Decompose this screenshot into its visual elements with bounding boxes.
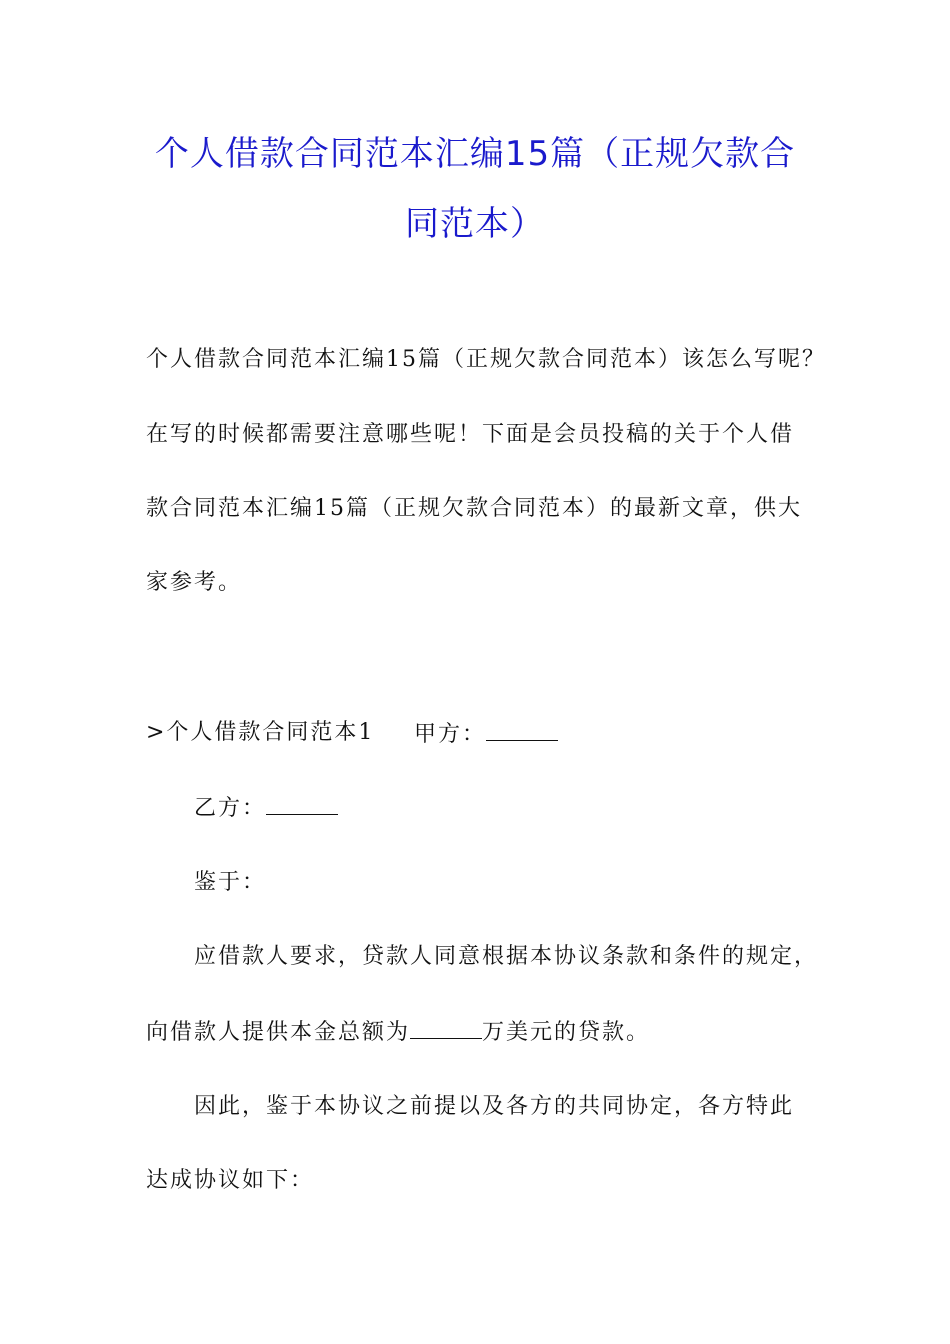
- document-title-line-2: 同范本）: [405, 204, 545, 244]
- intro-line-4: 家参考。: [146, 570, 243, 595]
- clause1-line-2: [146, 1016, 650, 1048]
- party-b-line: [194, 792, 338, 824]
- clause2-line-1: 因此，鉴于本协议之前提以及各方的共同协定，各方特此: [194, 1094, 795, 1119]
- contract-heading: >个人借款合同范本1: [146, 720, 375, 745]
- clause1-line-2-start: 向借款人提供本金总额为: [146, 1020, 411, 1045]
- party-a-label: 甲方：: [414, 722, 487, 747]
- clause2-line-2: 达成协议如下：: [146, 1168, 315, 1193]
- party-a-line: [414, 718, 558, 750]
- intro-line-2: 在写的时候都需要注意哪些呢！下面是会员投稿的关于个人借: [146, 422, 795, 447]
- party-b-label: 乙方：: [194, 796, 267, 821]
- clause1-line-1: 应借款人要求，贷款人同意根据本协议条款和条件的规定，: [194, 944, 819, 969]
- document-title-line-1: 个人借款合同范本汇编15篇（正规欠款合: [154, 134, 796, 174]
- intro-line-1: 个人借款合同范本汇编15篇（正规欠款合同范本）该怎么写呢？: [146, 347, 826, 372]
- clause1-line-2-end: 万美元的贷款。: [482, 1020, 651, 1045]
- whereas-label: 鉴于：: [194, 870, 267, 895]
- loan-amount-blank: [410, 1016, 482, 1039]
- party-a-blank: [486, 718, 558, 741]
- intro-line-3: 款合同范本汇编15篇（正规欠款合同范本）的最新文章，供大: [146, 496, 802, 521]
- party-b-blank: [266, 792, 338, 815]
